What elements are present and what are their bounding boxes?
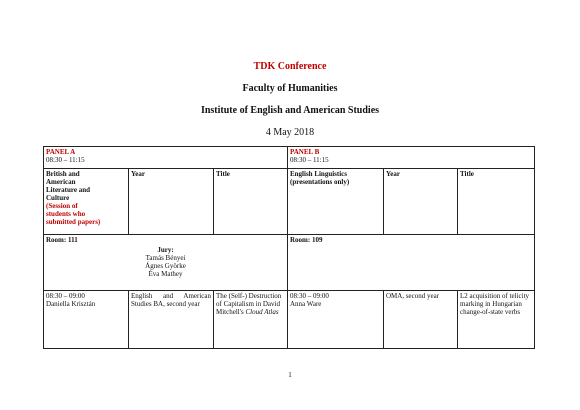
panel-a-section-line: Culture (46, 194, 70, 202)
panel-a-presenter: Daniella Krisztán (46, 300, 96, 308)
panel-b-year-header: Year (384, 169, 458, 235)
panel-a-section-line: American (46, 178, 76, 186)
panel-a-title-header: Title (214, 169, 288, 235)
jury-member: Ágnes Györke (145, 262, 186, 270)
jury-member: Tamás Bényei (145, 254, 186, 262)
panel-b-title-header: Title (458, 169, 535, 235)
panel-b-entry-year: OMA, second year (384, 291, 458, 349)
panel-a-section-line: Literature and (46, 186, 91, 194)
session-row (44, 291, 535, 349)
panel-a-entry-title (214, 291, 288, 349)
schedule-table (43, 146, 535, 349)
panel-a-presenter-cell (44, 291, 129, 349)
panel-b-slot-time: 08:30 – 09:00 (290, 292, 329, 300)
panel-b-presenter: Anna Ware (290, 300, 322, 308)
panel-a-title-italic: Cloud Atlas (245, 308, 279, 316)
page-number: 1 (288, 371, 292, 379)
panel-a-note-line: (Session of (46, 202, 78, 210)
panel-a-room: Room: 111 (46, 236, 78, 244)
panel-a-section-line: British and (46, 170, 80, 178)
panel-a-title-text: The (Self-) Destruction of Capitalism in David Mitchell's (216, 292, 282, 316)
panel-a-entry-year: English and American Studies BA, second year (129, 291, 214, 349)
panel-a-header (44, 147, 288, 169)
jury-label: Jury: (157, 246, 174, 254)
panel-b-name: PANEL B (290, 148, 320, 156)
panel-b-room-cell (288, 235, 535, 291)
panel-b-presenter-cell (288, 291, 384, 349)
panel-a-name: PANEL A (46, 148, 76, 156)
jury-member: Éva Mathey (148, 270, 183, 278)
column-header-row (44, 169, 535, 235)
panel-a-slot-time: 08:30 – 09:00 (46, 292, 85, 300)
room-row (44, 235, 535, 291)
institute-title: Institute of English and American Studies (200, 105, 380, 116)
panel-header-row (44, 147, 535, 169)
panel-a-note-line: students who (46, 210, 86, 218)
panel-b-section-line: English Linguistics (290, 170, 347, 178)
panel-a-time: 08:30 – 11:15 (46, 156, 85, 164)
panel-b-time: 08:30 – 11:15 (290, 156, 329, 164)
panel-a-section (44, 169, 129, 235)
faculty-title: Faculty of Humanities (242, 83, 338, 94)
conference-title: TDK Conference (253, 61, 327, 72)
panel-b-section-line: (presentations only) (290, 178, 350, 186)
conference-date: 4 May 2018 (265, 127, 315, 138)
panel-b-room: Room: 109 (290, 236, 323, 244)
jury-block (46, 244, 285, 278)
panel-a-room-cell (44, 235, 288, 291)
panel-b-entry-title: L2 acquisition of telicity marking in Hungarian change-of-state verbs (458, 291, 535, 349)
panel-b-header (288, 147, 535, 169)
panel-a-note-line: submitted papers) (46, 218, 101, 226)
panel-b-section (288, 169, 384, 235)
panel-a-year-header: Year (129, 169, 214, 235)
